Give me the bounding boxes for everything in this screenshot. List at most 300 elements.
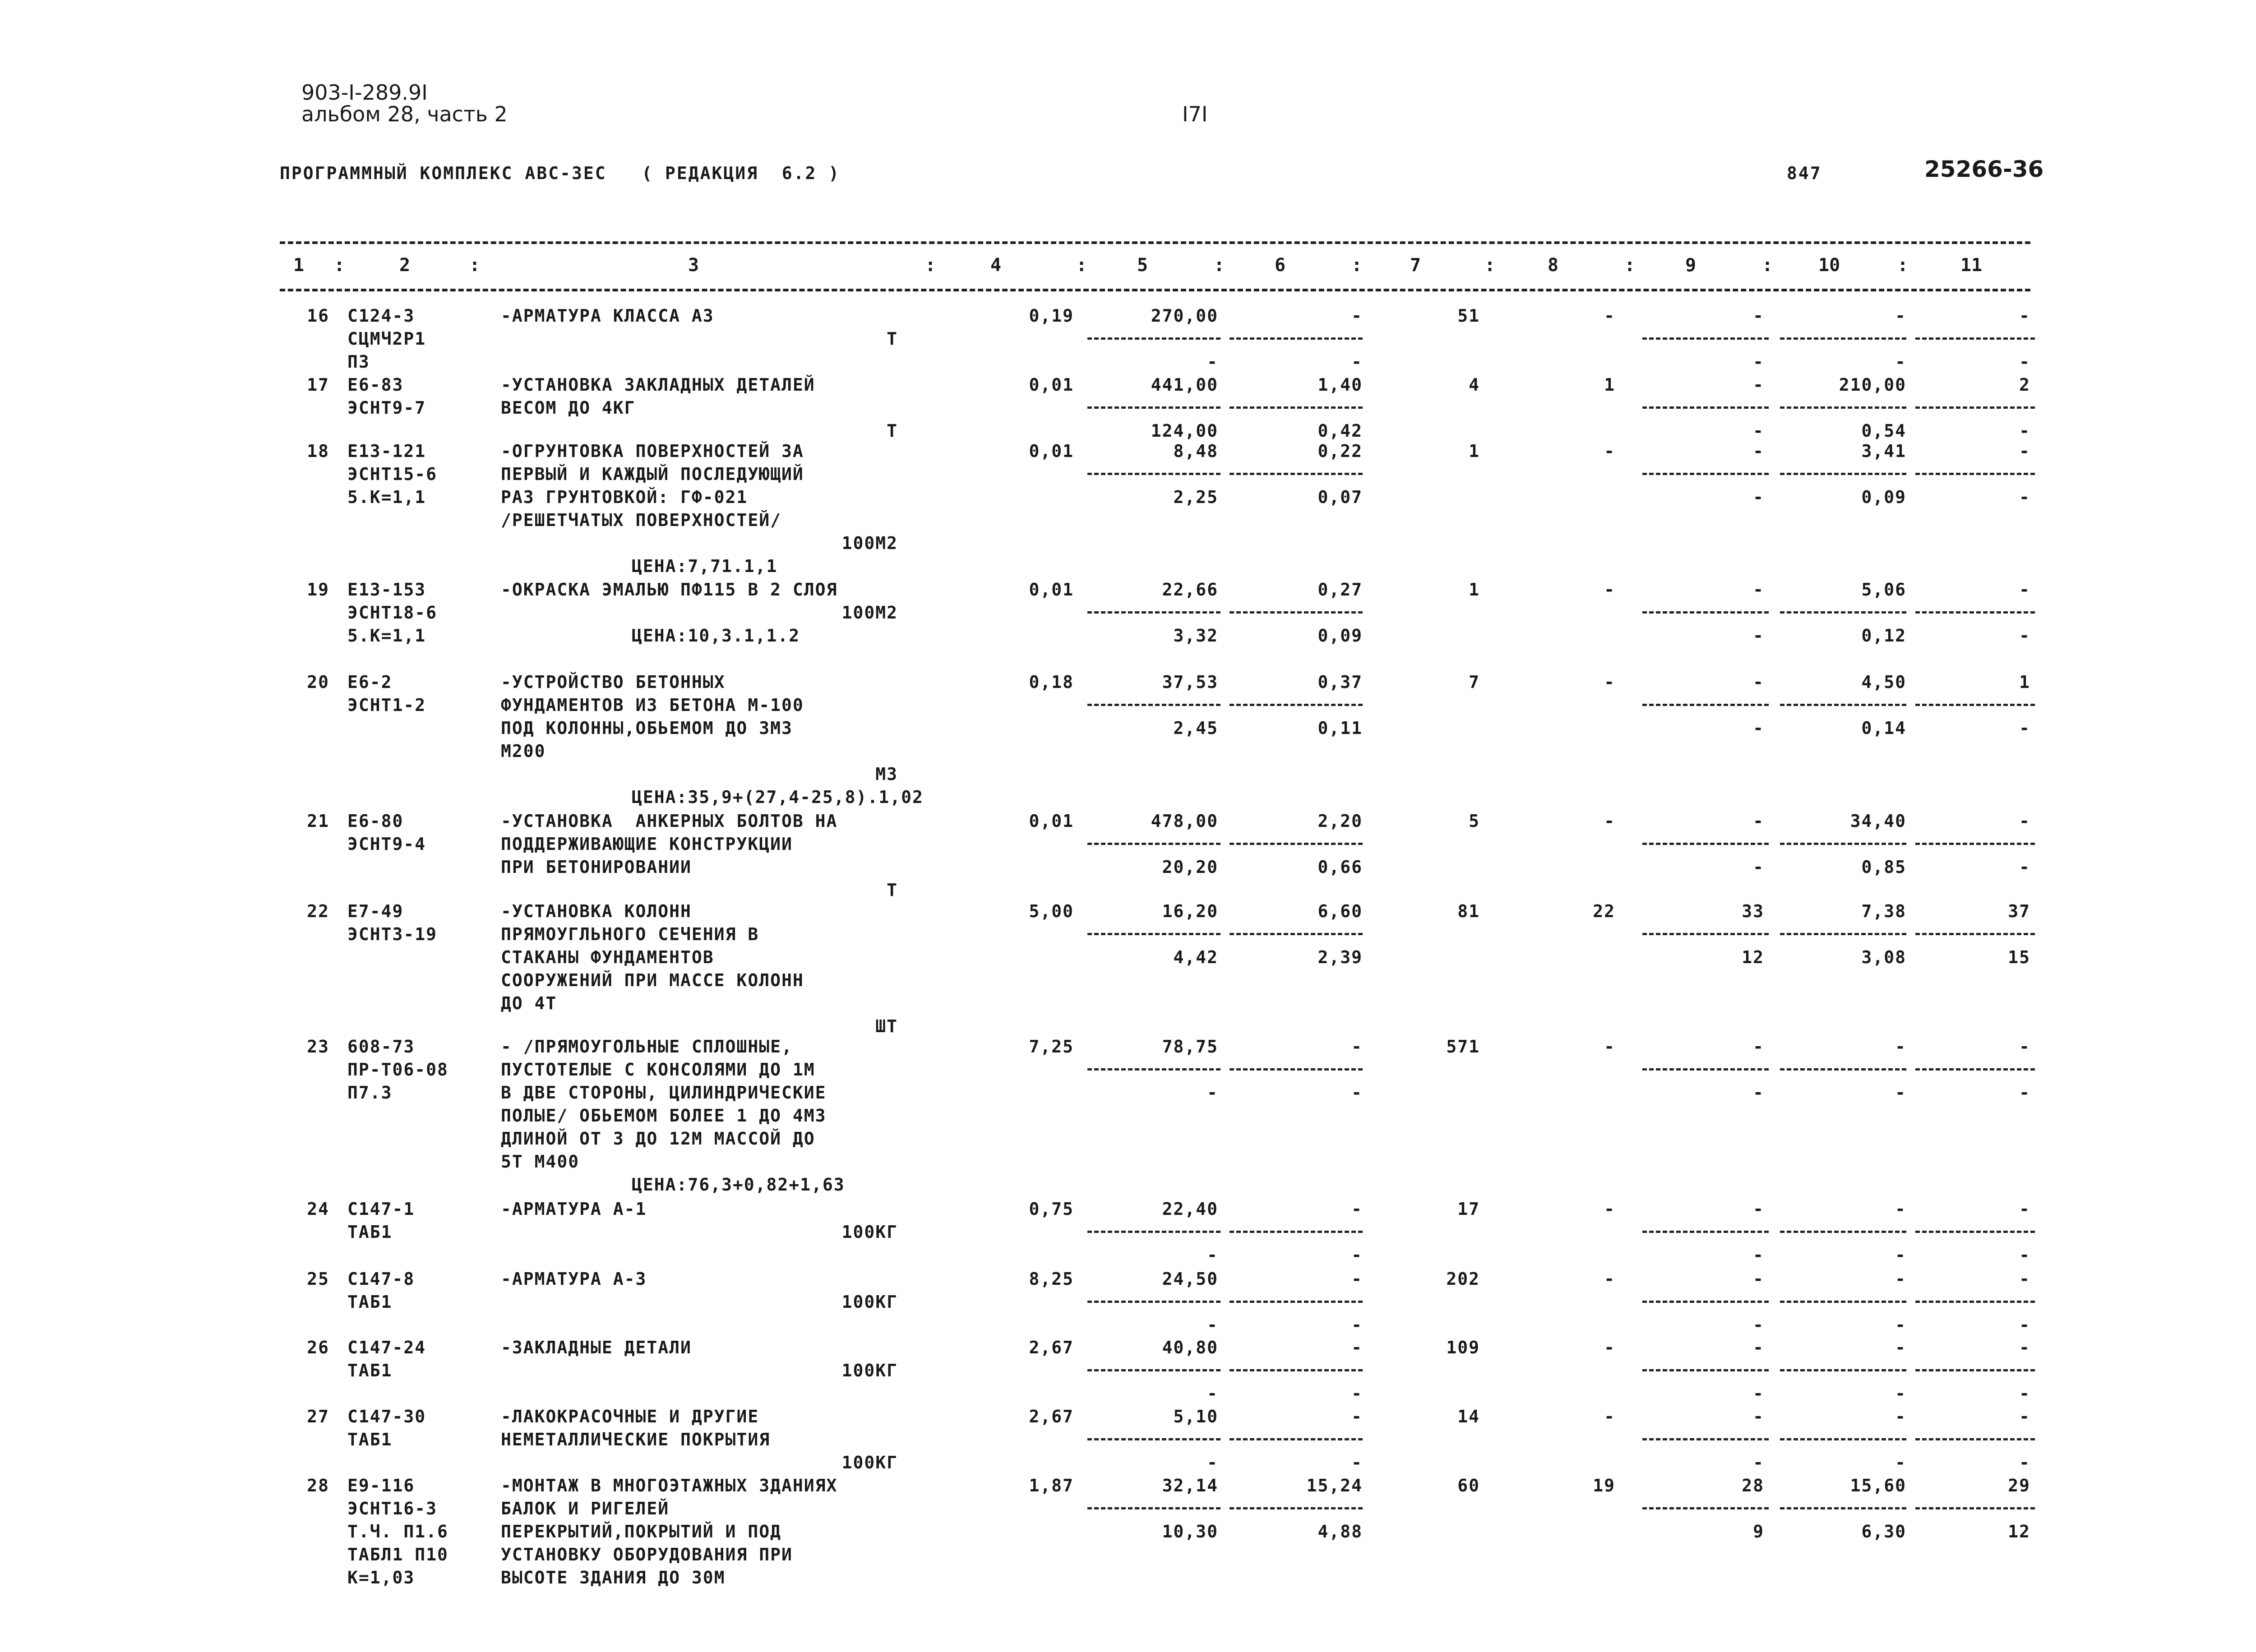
position-code: Е6-2 <box>347 672 393 692</box>
machine-cost: 0,27 <box>1318 580 1363 600</box>
quantity: 8,25 <box>1029 1269 1074 1289</box>
labor-total-machine: - <box>2019 1315 2030 1335</box>
position-code: С147-30 <box>347 1407 426 1426</box>
total-wages: - <box>1604 1338 1615 1357</box>
total-wages: 1 <box>1604 375 1615 395</box>
cell-divider <box>1087 1231 1220 1233</box>
cell-divider <box>1780 611 1906 614</box>
cell-divider <box>1087 1068 1220 1071</box>
labor-cost: 15,60 <box>1850 1476 1906 1495</box>
total-machine-wages: - <box>1753 626 1764 646</box>
cell-divider <box>1230 337 1363 340</box>
work-description: -МОНТАЖ В МНОГОЭТАЖНЫХ ЗДАНИЯХ <box>501 1476 838 1495</box>
machine-cost: 1,40 <box>1318 375 1363 395</box>
unit-cost: 441,00 <box>1151 375 1218 395</box>
labor-cost: - <box>1895 306 1906 326</box>
total-cost: 60 <box>1457 1476 1480 1495</box>
cell-divider <box>1230 1231 1363 1233</box>
unit-cost-wages: - <box>1207 1315 1218 1335</box>
machine-cost-wages: 2,39 <box>1318 947 1363 967</box>
program-title: ПРОГРАММНЫЙ КОМПЛЕКС АВС-ЗЕС ( РЕДАКЦИЯ 6.2 ) <box>280 163 841 183</box>
work-description: -АРМАТУРА КЛАССА А3 <box>501 306 714 326</box>
position-code: ЭСНТ3-19 <box>347 924 438 944</box>
cell-divider <box>1230 1068 1363 1071</box>
labor-total: - <box>2019 306 2030 326</box>
total-machine-wages: 9 <box>1753 1522 1764 1541</box>
cell-divider <box>1642 1369 1769 1371</box>
cell-divider <box>1780 843 1906 845</box>
work-description: -УСТАНОВКА АНКЕРНЫХ БОЛТОВ НА <box>501 811 838 831</box>
position-code: ЭСНТ18-6 <box>347 603 438 623</box>
unit-cost-wages: 2,25 <box>1173 487 1218 507</box>
position-code: Е7-49 <box>347 901 404 921</box>
cell-divider <box>1642 406 1769 409</box>
row-number: 26 <box>307 1338 329 1357</box>
row-number: 25 <box>307 1269 329 1289</box>
cell-divider <box>1230 1369 1363 1371</box>
labor-total-machine: - <box>2019 857 2030 877</box>
total-cost: 81 <box>1457 901 1480 921</box>
labor-cost: 4,50 <box>1861 672 1906 692</box>
unit-cost-wages: 4,42 <box>1173 947 1218 967</box>
labor-total: - <box>2019 1037 2030 1057</box>
machine-cost-wages: - <box>1351 1245 1363 1265</box>
labor-total: - <box>2019 580 2030 600</box>
labor-total: - <box>2019 1338 2030 1357</box>
labor-total: 37 <box>2008 901 2030 921</box>
cell-divider <box>1642 611 1769 614</box>
quantity: 0,18 <box>1029 672 1074 692</box>
total-cost: 14 <box>1457 1407 1480 1426</box>
row-number: 17 <box>307 375 329 395</box>
unit-cost: 270,00 <box>1151 306 1218 326</box>
cell-divider <box>1915 473 2035 475</box>
total-machine: - <box>1753 1338 1764 1357</box>
work-description: ФУНДАМЕНТОВ ИЗ БЕТОНА М-100 <box>501 695 804 715</box>
position-code: ПЗ <box>347 352 370 372</box>
labor-cost-machine: - <box>1895 1083 1906 1103</box>
row-number: 22 <box>307 901 329 921</box>
quantity: 0,01 <box>1029 811 1074 831</box>
total-machine: 28 <box>1742 1476 1764 1495</box>
labor-cost-machine: - <box>1895 1315 1906 1335</box>
column-header: 8 <box>1548 255 1559 276</box>
row-number: 27 <box>307 1407 329 1426</box>
total-cost: 1 <box>1469 580 1480 600</box>
machine-cost: - <box>1351 1407 1363 1426</box>
column-separator: : <box>1897 255 1909 276</box>
quantity: 1,87 <box>1029 1476 1074 1495</box>
cell-divider <box>1915 704 2035 706</box>
cell-divider <box>1780 473 1906 475</box>
cell-divider <box>1230 473 1363 475</box>
cell-divider <box>1915 1301 2035 1303</box>
position-code: С124-3 <box>347 306 415 326</box>
labor-cost-machine: - <box>1895 352 1906 372</box>
column-header: 2 <box>399 255 411 276</box>
machine-cost-wages: 4,88 <box>1318 1522 1363 1541</box>
unit-of-measure: 100КГ <box>841 1453 898 1472</box>
column-header: 10 <box>1818 255 1840 276</box>
machine-cost-wages: 0,66 <box>1318 857 1363 877</box>
total-wages: - <box>1604 1199 1615 1219</box>
labor-cost-machine: - <box>1895 1384 1906 1403</box>
total-wages: 22 <box>1593 901 1615 921</box>
machine-cost: 2,20 <box>1318 811 1363 831</box>
quantity: 0,75 <box>1029 1199 1074 1219</box>
cell-divider <box>1642 933 1769 935</box>
work-description: -УСТРОЙСТВО БЕТОННЫХ <box>501 672 726 692</box>
unit-cost: 16,20 <box>1162 901 1218 921</box>
cell-divider <box>1915 611 2035 614</box>
total-machine-wages: - <box>1753 352 1764 372</box>
labor-cost: 34,40 <box>1850 811 1906 831</box>
total-machine-wages: - <box>1753 487 1764 507</box>
total-machine-wages: - <box>1753 1245 1764 1265</box>
labor-cost: - <box>1895 1338 1906 1357</box>
cell-divider <box>1230 611 1363 614</box>
sheet-number: 847 <box>1787 163 1822 183</box>
cell-divider <box>1642 1068 1769 1071</box>
labor-cost: - <box>1895 1199 1906 1219</box>
total-wages: - <box>1604 441 1615 461</box>
labor-total-machine: 12 <box>2008 1522 2030 1541</box>
total-wages: - <box>1604 1269 1615 1289</box>
unit-of-measure: М3 <box>875 764 898 784</box>
total-machine: - <box>1753 1199 1764 1219</box>
cell-divider <box>1230 1301 1363 1303</box>
position-code: ЭСНТ1-2 <box>347 695 426 715</box>
labor-total-machine: - <box>2019 352 2030 372</box>
row-number: 23 <box>307 1037 329 1057</box>
unit-cost: 478,00 <box>1151 811 1218 831</box>
position-code: ЭСНТ9-4 <box>347 834 426 854</box>
position-code: ПР-Т06-08 <box>347 1060 448 1080</box>
unit-cost: 22,40 <box>1162 1199 1218 1219</box>
work-description: ПОДДЕРЖИВАЮЩИЕ КОНСТРУКЦИИ <box>501 834 793 854</box>
row-number: 18 <box>307 441 329 461</box>
cell-divider <box>1642 843 1769 845</box>
labor-cost-machine: 0,54 <box>1861 421 1906 441</box>
position-code: ТАБЛ1 П10 <box>347 1545 448 1564</box>
cell-divider <box>1087 933 1220 935</box>
column-separator: : <box>469 255 481 276</box>
cell-divider <box>1642 704 1769 706</box>
work-description: РАЗ ГРУНТОВКОЙ: ГФ-021 <box>501 487 748 507</box>
unit-of-measure: ШТ <box>875 1016 898 1036</box>
cell-divider <box>1915 1068 2035 1071</box>
unit-cost-wages: - <box>1207 1245 1218 1265</box>
unit-cost: 32,14 <box>1162 1476 1218 1495</box>
column-header: 11 <box>1960 255 1983 276</box>
work-description: -ОКРАСКА ЭМАЛЬЮ ПФ115 В 2 СЛОЯ <box>501 580 838 600</box>
unit-cost: 24,50 <box>1162 1269 1218 1289</box>
total-machine-wages: - <box>1753 1384 1764 1403</box>
position-code: ЭСНТ16-3 <box>347 1499 438 1518</box>
cell-divider <box>1087 473 1220 475</box>
total-cost: 202 <box>1446 1269 1480 1289</box>
position-code: ТАБ1 <box>347 1361 393 1380</box>
machine-cost: 15,24 <box>1306 1476 1363 1495</box>
labor-total-machine: - <box>2019 487 2030 507</box>
machine-cost: 0,37 <box>1318 672 1363 692</box>
labor-total-machine: - <box>2019 1245 2030 1265</box>
work-description: ПРИ БЕТОНИРОВАНИИ <box>501 857 692 877</box>
unit-of-measure: 100КГ <box>841 1222 898 1242</box>
position-code: СЦМЧ2Р1 <box>347 329 426 349</box>
work-description: ВЕСОМ ДО 4КГ <box>501 398 636 418</box>
total-machine: - <box>1753 1037 1764 1057</box>
machine-cost-wages: - <box>1351 1315 1363 1335</box>
unit-of-measure: Т <box>887 329 898 349</box>
work-description: ДО 4Т <box>501 993 557 1013</box>
quantity: 0,19 <box>1029 306 1074 326</box>
unit-of-measure: Т <box>887 880 898 900</box>
doc-code: 903-I-289.9I <box>301 80 428 105</box>
labor-cost: 210,00 <box>1839 375 1906 395</box>
labor-total: 2 <box>2019 375 2030 395</box>
total-cost: 1 <box>1469 441 1480 461</box>
machine-cost: - <box>1351 1037 1363 1057</box>
unit-cost-wages: 3,32 <box>1173 626 1218 646</box>
unit-cost-wages: - <box>1207 1083 1218 1103</box>
column-separator: : <box>1762 255 1773 276</box>
position-code: С147-1 <box>347 1199 415 1219</box>
column-separator: : <box>1076 255 1087 276</box>
unit-of-measure: Т <box>887 421 898 441</box>
cell-divider <box>1642 337 1769 340</box>
unit-of-measure: 100КГ <box>841 1361 898 1380</box>
position-code: С147-24 <box>347 1338 426 1357</box>
work-description: - /ПРЯМОУГОЛЬНЫЕ СПЛОШНЫЕ, <box>501 1037 793 1057</box>
position-code: ЭСНТ15-6 <box>347 464 438 484</box>
position-code: ТАБ1 <box>347 1222 393 1242</box>
total-cost: 109 <box>1446 1338 1480 1357</box>
total-machine: - <box>1753 1269 1764 1289</box>
total-cost: 5 <box>1469 811 1480 831</box>
machine-cost-wages: 0,11 <box>1318 718 1363 738</box>
cell-divider <box>1230 1438 1363 1440</box>
labor-total-machine: - <box>2019 1453 2030 1472</box>
total-wages: 19 <box>1593 1476 1615 1495</box>
machine-cost: - <box>1351 1269 1363 1289</box>
machine-cost-wages: 0,09 <box>1318 626 1363 646</box>
work-description: /РЕШЕТЧАТЫХ ПОВЕРХНОСТЕЙ/ <box>501 510 781 530</box>
price-note: ЦЕНА:35,9+(27,4-25,8).1,02 <box>632 787 924 807</box>
labor-total: - <box>2019 811 2030 831</box>
work-description: В ДВЕ СТОРОНЫ, ЦИЛИНДРИЧЕСКИЕ <box>501 1083 827 1103</box>
unit-cost-wages: 10,30 <box>1162 1522 1218 1541</box>
unit-of-measure: 100М2 <box>841 533 898 553</box>
column-header: 9 <box>1685 255 1697 276</box>
unit-cost: 40,80 <box>1162 1338 1218 1357</box>
cell-divider <box>1230 843 1363 845</box>
work-description: БАЛОК И РИГЕЛЕЙ <box>501 1499 670 1518</box>
position-code: Е13-121 <box>347 441 426 461</box>
position-code: Е13-153 <box>347 580 426 600</box>
work-description: ПОЛЫЕ/ ОБЬЕМОМ БОЛЕЕ 1 ДО 4М3 <box>501 1106 827 1126</box>
cell-divider <box>1780 1068 1906 1071</box>
total-machine-wages: - <box>1753 857 1764 877</box>
machine-cost-wages: - <box>1351 1083 1363 1103</box>
unit-cost: 22,66 <box>1162 580 1218 600</box>
column-separator: : <box>925 255 936 276</box>
work-description: СТАКАНЫ ФУНДАМЕНТОВ <box>501 947 714 967</box>
cell-divider <box>1230 933 1363 935</box>
row-number: 20 <box>307 672 329 692</box>
total-machine: - <box>1753 672 1764 692</box>
work-description: НЕМЕТАЛЛИЧЕСКИЕ ПОКРЫТИЯ <box>501 1430 771 1449</box>
work-description: ВЫСОТЕ ЗДАНИЯ ДО 30М <box>501 1568 726 1587</box>
cell-divider <box>1780 1507 1906 1509</box>
machine-cost: - <box>1351 1338 1363 1357</box>
cell-divider <box>1915 843 2035 845</box>
machine-cost: 0,22 <box>1318 441 1363 461</box>
position-code: Е6-83 <box>347 375 404 395</box>
quantity: 2,67 <box>1029 1407 1074 1426</box>
work-description: УСТАНОВКУ ОБОРУДОВАНИЯ ПРИ <box>501 1545 793 1564</box>
work-description: ПРЯМОУГЛЬНОГО СЕЧЕНИЯ В <box>501 924 759 944</box>
labor-cost: 5,06 <box>1861 580 1906 600</box>
cell-divider <box>1087 337 1220 340</box>
work-description: -УСТАНОВКА КОЛОНН <box>501 901 692 921</box>
cell-divider <box>1915 1507 2035 1509</box>
cell-divider <box>1780 337 1906 340</box>
position-code: С147-8 <box>347 1269 415 1289</box>
unit-cost-wages: 2,45 <box>1173 718 1218 738</box>
unit-cost: 37,53 <box>1162 672 1218 692</box>
column-separator: : <box>1624 255 1636 276</box>
work-description: -АРМАТУРА А-1 <box>501 1199 647 1219</box>
column-separator: : <box>1351 255 1363 276</box>
position-code: ЭСНТ9-7 <box>347 398 426 418</box>
quantity: 5,00 <box>1029 901 1074 921</box>
labor-cost-machine: 0,12 <box>1861 626 1906 646</box>
position-code: ТАБ1 <box>347 1430 393 1449</box>
work-description: ПЕРВЫЙ И КАЖДЫЙ ПОСЛЕДУЮЩИЙ <box>501 464 804 484</box>
labor-total-machine: - <box>2019 1083 2030 1103</box>
labor-total-machine: - <box>2019 421 2030 441</box>
position-code: П7.3 <box>347 1083 393 1103</box>
total-cost: 4 <box>1469 375 1480 395</box>
unit-cost-wages: - <box>1207 1384 1218 1403</box>
work-description: ПОД КОЛОННЫ,ОБЬЕМОМ ДО 3М3 <box>501 718 793 738</box>
cell-divider <box>1087 704 1220 706</box>
cell-divider <box>1780 933 1906 935</box>
work-description: 5Т М400 <box>501 1152 580 1172</box>
price-note: ЦЕНА:10,3.1,1.2 <box>632 626 800 646</box>
album-label: альбом 28, часть 2 <box>301 102 508 126</box>
unit-of-measure: 100КГ <box>841 1292 898 1312</box>
labor-cost-machine: 3,08 <box>1861 947 1906 967</box>
column-header: 7 <box>1410 255 1421 276</box>
unit-cost-wages: 20,20 <box>1162 857 1218 877</box>
total-machine: - <box>1753 1407 1764 1426</box>
unit-cost: 78,75 <box>1162 1037 1218 1057</box>
work-description: -ЛАКОКРАСОЧНЫЕ И ДРУГИЕ <box>501 1407 759 1426</box>
total-machine-wages: - <box>1753 1453 1764 1472</box>
price-note: ЦЕНА:7,71.1,1 <box>632 556 778 576</box>
cell-divider <box>1230 1507 1363 1509</box>
column-separator: : <box>334 255 345 276</box>
price-note: ЦЕНА:76,3+0,82+1,63 <box>632 1175 845 1195</box>
work-description: -УСТАНОВКА ЗАКЛАДНЫХ ДЕТАЛЕЙ <box>501 375 815 395</box>
position-code: 5.К=1,1 <box>347 487 426 507</box>
total-machine: - <box>1753 441 1764 461</box>
labor-cost-machine: 0,14 <box>1861 718 1906 738</box>
cell-divider <box>1915 337 2035 340</box>
row-number: 21 <box>307 811 329 831</box>
machine-cost-wages: - <box>1351 1453 1363 1472</box>
work-description: М200 <box>501 741 546 761</box>
position-code: 608-73 <box>347 1037 415 1057</box>
position-code: Е6-80 <box>347 811 404 831</box>
work-description: ПЕРЕКРЫТИЙ,ПОКРЫТИЙ И ПОД <box>501 1522 781 1541</box>
labor-cost-machine: - <box>1895 1453 1906 1472</box>
cell-divider <box>1087 1301 1220 1303</box>
column-header: 5 <box>1137 255 1148 276</box>
row-number: 24 <box>307 1199 329 1219</box>
cell-divider <box>1642 1507 1769 1509</box>
cell-divider <box>1230 704 1363 706</box>
labor-cost-machine: 0,09 <box>1861 487 1906 507</box>
labor-total: 1 <box>2019 672 2030 692</box>
row-number: 19 <box>307 580 329 600</box>
cell-divider <box>1780 1231 1906 1233</box>
labor-cost-machine: - <box>1895 1245 1906 1265</box>
cell-divider <box>1642 1231 1769 1233</box>
total-wages: - <box>1604 306 1615 326</box>
cell-divider <box>1087 843 1220 845</box>
total-machine: - <box>1753 580 1764 600</box>
cell-divider <box>1230 406 1363 409</box>
unit-of-measure: 100М2 <box>841 603 898 623</box>
cell-divider <box>1087 611 1220 614</box>
cell-divider <box>1087 1369 1220 1371</box>
work-description: -ОГРУНТОВКА ПОВЕРХНОСТЕЙ ЗА <box>501 441 804 461</box>
labor-cost-machine: 0,85 <box>1861 857 1906 877</box>
work-description: -ЗАКЛАДНЫЕ ДЕТАЛИ <box>501 1338 692 1357</box>
labor-cost: 3,41 <box>1861 441 1906 461</box>
labor-cost: - <box>1895 1037 1906 1057</box>
machine-cost-wages: - <box>1351 1384 1363 1403</box>
quantity: 0,01 <box>1029 375 1074 395</box>
total-cost: 51 <box>1457 306 1480 326</box>
cell-divider <box>1642 473 1769 475</box>
quantity: 7,25 <box>1029 1037 1074 1057</box>
cell-divider <box>1780 406 1906 409</box>
cell-divider <box>1915 1438 2035 1440</box>
row-number: 28 <box>307 1476 329 1495</box>
cell-divider <box>1642 1301 1769 1303</box>
cell-divider <box>1780 1301 1906 1303</box>
table-header-rule <box>280 289 2030 291</box>
position-code: Е9-116 <box>347 1476 415 1495</box>
unit-cost-wages: 124,00 <box>1151 421 1218 441</box>
unit-cost-wages: - <box>1207 1453 1218 1472</box>
labor-cost: - <box>1895 1269 1906 1289</box>
total-machine: - <box>1753 306 1764 326</box>
column-separator: : <box>1484 255 1496 276</box>
total-machine-wages: - <box>1753 718 1764 738</box>
machine-cost-wages: - <box>1351 352 1363 372</box>
machine-cost: 6,60 <box>1318 901 1363 921</box>
work-description: ПУСТОТЕЛЫЕ С КОНСОЛЯМИ ДО 1М <box>501 1060 815 1080</box>
machine-cost-wages: 0,42 <box>1318 421 1363 441</box>
work-description: ДЛИНОЙ ОТ 3 ДО 12М МАССОЙ ДО <box>501 1129 815 1149</box>
column-separator: : <box>1214 255 1225 276</box>
machine-cost: - <box>1351 306 1363 326</box>
